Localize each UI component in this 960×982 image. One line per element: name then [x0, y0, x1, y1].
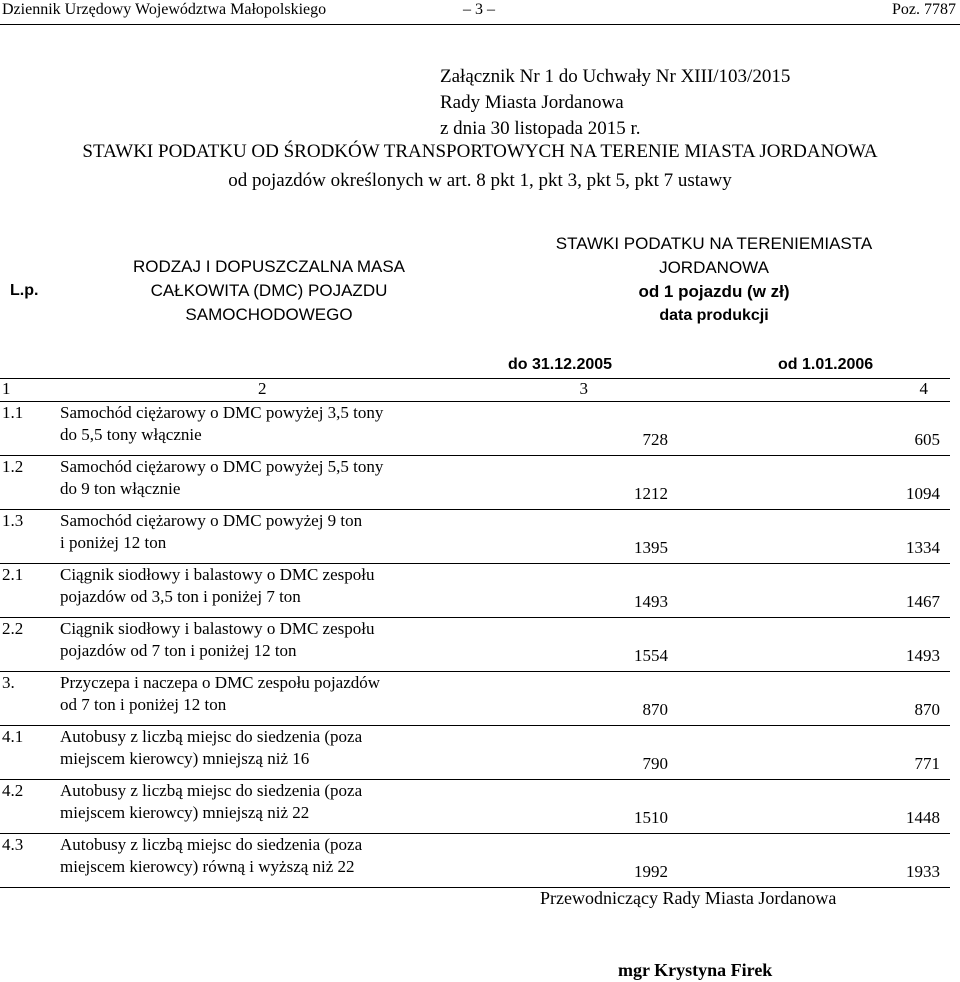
row-description-line: Samochód ciężarowy o DMC powyżej 9 ton	[60, 511, 363, 530]
table-row	[0, 510, 950, 564]
journal-name: Dziennik Urzędowy Województwa Małopolskiego	[2, 1, 327, 18]
rate-before-2006: 870	[478, 672, 728, 726]
document-title	[0, 137, 960, 195]
row-description	[60, 564, 478, 618]
table-row	[0, 564, 950, 618]
row-lp: 4.2	[0, 780, 60, 834]
header-rates-line: JORDANOWA	[659, 258, 769, 277]
table-row	[0, 618, 950, 672]
row-lp: 2.2	[0, 618, 60, 672]
annex-line-2: Rady Miasta Jordanowa	[440, 92, 624, 113]
rate-from-2006: 771	[728, 726, 950, 780]
row-lp: 1.1	[0, 402, 60, 456]
rate-from-2006: 1094	[728, 456, 950, 510]
row-description	[60, 510, 478, 564]
row-description	[60, 834, 478, 888]
rate-from-2006: 1493	[728, 618, 950, 672]
header-production-date: data produkcji	[659, 307, 769, 324]
row-description-line: miejscem kierowcy) równą i wyższą niż 22	[60, 857, 355, 876]
row-description-line: miejscem kierowcy) mniejszą niż 16	[60, 749, 310, 768]
row-lp: 4.3	[0, 834, 60, 888]
rate-from-2006: 870	[728, 672, 950, 726]
annex-line-1: Załącznik Nr 1 do Uchwały Nr XIII/103/2015	[440, 66, 791, 87]
column-number: 3	[478, 379, 728, 402]
row-description-line: Samochód ciężarowy o DMC powyżej 5,5 tony	[60, 457, 384, 476]
row-description	[60, 672, 478, 726]
page-header	[0, 0, 960, 26]
row-description-line: Samochód ciężarowy o DMC powyżej 3,5 tony	[60, 403, 384, 422]
row-description	[60, 402, 478, 456]
header-rates-line: STAWKI PODATKU NA TERENIEMIASTA	[555, 234, 873, 253]
date-from-2006: od 1.01.2006	[778, 356, 874, 373]
header-rates	[478, 226, 950, 356]
rate-from-2006: 1448	[728, 780, 950, 834]
header-type-line: CAŁKOWITA (DMC) POJAZDU	[150, 281, 388, 300]
row-lp: 3.	[0, 672, 60, 726]
header-rule	[0, 24, 960, 25]
header-rates-line: od 1 pojazdu (w zł)	[638, 282, 790, 301]
table-header-row	[0, 226, 950, 356]
row-lp: 4.1	[0, 726, 60, 780]
row-description	[60, 618, 478, 672]
row-description-line: Ciągnik siodłowy i balastowy o DMC zespołu	[60, 619, 375, 638]
title-line-2: od pojazdów określonych w art. 8 pkt 1, pkt 3, pkt 5, pkt 7 ustawy	[228, 170, 732, 191]
row-description-line: Autobusy z liczbą miejsc do siedzenia (poza	[60, 781, 363, 800]
header-type-line: RODZAJ I DOPUSZCZALNA MASA	[132, 257, 406, 276]
row-description-line: do 9 ton włącznie	[60, 479, 181, 498]
row-description	[60, 456, 478, 510]
row-description-line: do 5,5 tony włącznie	[60, 425, 202, 444]
table-row	[0, 672, 950, 726]
rate-before-2006: 1493	[478, 564, 728, 618]
row-description-line: pojazdów od 3,5 ton i poniżej 7 ton	[60, 587, 301, 606]
rate-from-2006: 1334	[728, 510, 950, 564]
table-row	[0, 780, 950, 834]
position-number: Poz. 7787	[892, 1, 956, 18]
rate-before-2006: 1395	[478, 510, 728, 564]
column-number: 4	[728, 379, 950, 402]
row-lp: 1.2	[0, 456, 60, 510]
tax-rates-table	[0, 226, 950, 888]
signature-title: Przewodniczący Rady Miasta Jordanowa	[540, 888, 837, 908]
annex-line-3: z dnia 30 listopada 2015 r.	[440, 118, 641, 139]
row-lp: 2.1	[0, 564, 60, 618]
row-description-line: miejscem kierowcy) mniejszą niż 22	[60, 803, 310, 822]
rate-from-2006: 1467	[728, 564, 950, 618]
title-line-1: STAWKI PODATKU OD ŚRODKÓW TRANSPORTOWYCH NA TERENIE MIASTA JORDANOWA	[82, 141, 878, 162]
row-description-line: od 7 ton i poniżej 12 ton	[60, 695, 227, 714]
row-lp: 1.3	[0, 510, 60, 564]
header-type-line: SAMOCHODOWEGO	[185, 305, 353, 324]
row-description-line: Autobusy z liczbą miejsc do siedzenia (poza	[60, 835, 363, 854]
rate-before-2006: 728	[478, 402, 728, 456]
table-row	[0, 726, 950, 780]
row-description	[60, 780, 478, 834]
row-description-line: i poniżej 12 ton	[60, 533, 167, 552]
date-row	[0, 356, 950, 379]
table-row	[0, 456, 950, 510]
row-description-line: Przyczepa i naczepa o DMC zespołu pojazdów	[60, 673, 381, 692]
rate-before-2006: 1992	[478, 834, 728, 888]
rate-from-2006: 605	[728, 402, 950, 456]
header-lp: L.p.	[10, 282, 39, 299]
header-vehicle-type	[60, 226, 478, 356]
signature-name: mgr Krystyna Firek	[618, 960, 773, 980]
rate-before-2006: 1510	[478, 780, 728, 834]
annex-block	[440, 64, 790, 142]
page-number: – 3 –	[463, 1, 495, 18]
date-before-2006: do 31.12.2005	[508, 356, 613, 373]
rate-from-2006: 1933	[728, 834, 950, 888]
table-row	[0, 402, 950, 456]
rate-before-2006: 1554	[478, 618, 728, 672]
column-numbering-row	[0, 379, 950, 402]
row-description-line: pojazdów od 7 ton i poniżej 12 ton	[60, 641, 297, 660]
row-description-line: Autobusy z liczbą miejsc do siedzenia (poza	[60, 727, 363, 746]
column-number: 2	[60, 379, 478, 402]
rate-before-2006: 790	[478, 726, 728, 780]
row-description-line: Ciągnik siodłowy i balastowy o DMC zespołu	[60, 565, 375, 584]
table-row	[0, 834, 950, 888]
row-description	[60, 726, 478, 780]
column-number: 1	[0, 379, 60, 402]
rate-before-2006: 1212	[478, 456, 728, 510]
